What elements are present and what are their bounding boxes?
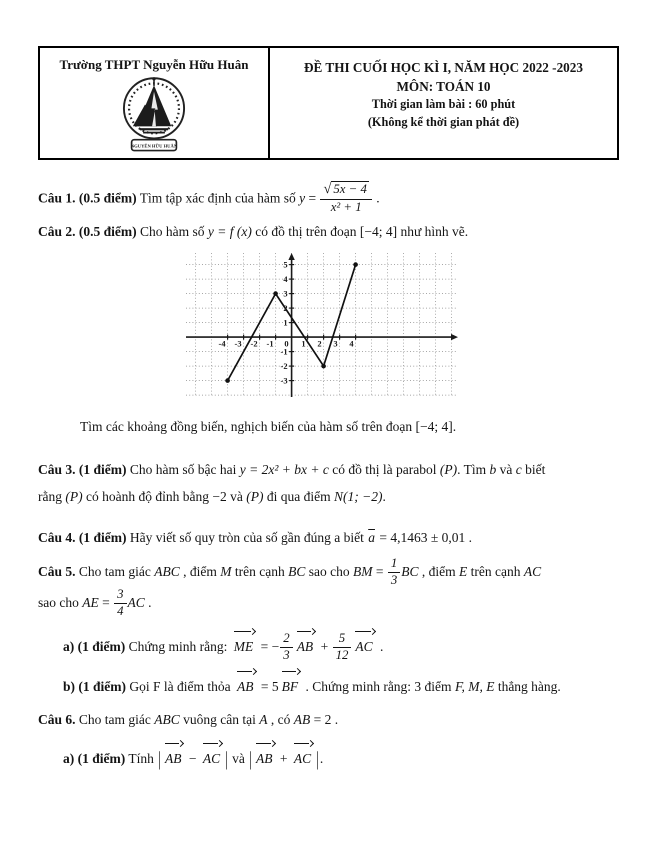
text-run: = — [372, 564, 387, 580]
question-4 — [38, 524, 619, 551]
fraction-denominator: 4 — [117, 603, 124, 618]
fraction — [333, 632, 352, 663]
radicand: 5x − 4 — [333, 182, 367, 196]
text-run: BC — [288, 564, 306, 580]
question-2-task — [38, 413, 619, 440]
text-run: rằng — [38, 489, 66, 505]
exam-duration-note: (Không kể thời gian phát đề) — [367, 115, 520, 130]
text-run: y = f (x) — [207, 224, 252, 240]
text-run: . — [144, 594, 152, 610]
text-run: = 4,1463 ± 0,01 — [375, 530, 466, 546]
school-logo-icon — [122, 75, 186, 157]
text-run: M — [220, 564, 232, 580]
text-run: + — [276, 750, 291, 766]
text-run: Câu 4. (1 điểm) — [38, 530, 127, 546]
text-run: . — [372, 190, 380, 206]
header-title-cell — [270, 48, 617, 158]
fraction-denominator: 3 — [390, 573, 398, 588]
y-tick-label: 4 — [283, 274, 288, 285]
text-run: . — [452, 419, 457, 435]
vector: AC — [202, 743, 222, 772]
school-logo — [40, 75, 268, 161]
text-run: Hãy viết số quy tròn của số gần đúng a biết — [126, 530, 368, 546]
y-tick-label: 1 — [283, 317, 288, 328]
text-run: = — [98, 594, 114, 610]
text-run: có hoành độ đỉnh bằng −2 và — [82, 489, 247, 505]
vector: AB — [236, 671, 256, 700]
text-run: trên cạnh — [231, 564, 289, 580]
x-tick-label: -4 — [218, 338, 226, 349]
text-run: y — [299, 190, 306, 206]
text-run: a) (1 điểm) — [63, 638, 126, 654]
text-run: a) (1 điểm) — [63, 750, 126, 766]
fraction — [320, 182, 371, 214]
text-run: Cho hàm số bậc hai — [126, 462, 240, 478]
abs-bar: | — [249, 747, 252, 769]
question-6a — [38, 743, 619, 772]
seal-base-bar1 — [140, 128, 168, 130]
text-run: có đồ thị trên đoạn — [251, 224, 360, 240]
x-tick-label: 4 — [349, 338, 354, 349]
text-run: ABC — [154, 711, 180, 727]
text-run: = 2 . — [310, 711, 339, 727]
text-run: = — [305, 190, 320, 206]
fraction-denominator: x² + 1 — [330, 199, 362, 214]
text-run: , có — [267, 711, 294, 727]
text-run: Tìm tập xác định của hàm số — [136, 190, 300, 206]
vector: AB — [296, 631, 316, 660]
text-run: b) (1 điểm) — [63, 678, 126, 694]
school-name: Trường THPT Nguyễn Hữu Huân — [59, 57, 249, 72]
question-1 — [38, 182, 619, 214]
text-run: , điểm — [418, 564, 460, 580]
radical-sign: √ — [323, 181, 332, 197]
text-run: AE — [82, 594, 99, 610]
fraction — [280, 632, 292, 663]
curve-vertex-point — [225, 379, 230, 384]
exam-title: ĐỀ THI CUỐI HỌC KÌ I, NĂM HỌC 2022 -2023 — [304, 60, 583, 75]
text-run: [−4; 4] — [415, 419, 453, 435]
y-tick-label: 3 — [283, 288, 288, 299]
text-run: Cho tam giác — [75, 564, 155, 580]
exam-duration: Thời gian làm bài : 60 phút — [371, 97, 516, 112]
text-run: − — [185, 750, 200, 766]
fraction-numerator — [320, 182, 371, 200]
vector: AB — [164, 743, 184, 772]
text-run: c — [515, 462, 522, 478]
text-run: Chứng minh rằng: — [125, 638, 231, 654]
question-3-line1 — [38, 456, 619, 483]
text-run: (P) — [65, 489, 83, 505]
abs-bar: | — [225, 747, 228, 769]
question-5b — [38, 671, 619, 700]
vector: BF — [281, 671, 301, 700]
fraction — [388, 557, 400, 588]
text-run: . — [319, 750, 324, 766]
text-run: biết — [521, 462, 546, 478]
text-run: y = 2x² + bx + c — [239, 462, 329, 478]
y-tick-label: 2 — [283, 303, 288, 314]
question-3-line2 — [38, 483, 619, 510]
fraction-numerator: 1 — [388, 557, 400, 573]
text-run: E — [459, 564, 468, 580]
header-school-cell — [40, 48, 270, 158]
fraction-denominator: 3 — [283, 647, 290, 662]
x-tick-label: 2 — [317, 338, 322, 349]
text-run: sao cho — [38, 594, 83, 610]
text-run: b — [489, 462, 497, 478]
text-run: Gọi F là điểm thỏa — [126, 678, 234, 694]
text-run: (P) — [246, 489, 264, 505]
x-tick-label: -3 — [234, 338, 242, 349]
y-tick-label: 5 — [283, 259, 288, 270]
text-run: Câu 6. — [38, 711, 76, 727]
text-run: BC — [401, 564, 419, 580]
text-run: và — [496, 462, 516, 478]
vector: ME — [233, 631, 256, 660]
text-run: . Tìm — [457, 462, 490, 478]
origin-label: 0 — [284, 338, 289, 349]
text-run: vuông cân tại — [179, 711, 260, 727]
curve-vertex-point — [273, 292, 278, 297]
text-run: Câu 2. (0.5 điểm) — [38, 224, 137, 240]
exam-header-table — [38, 46, 619, 160]
text-run: BM — [353, 564, 373, 580]
function-graph-container — [186, 253, 619, 401]
text-run: Cho hàm số — [136, 224, 208, 240]
text-run: Tính — [125, 750, 158, 766]
fraction-numerator: 2 — [280, 632, 292, 648]
sqrt-expression — [323, 182, 368, 196]
text-run: đi qua điểm — [263, 489, 334, 505]
seal-banner-text: NGUYỄN HỮU HUÂN — [130, 143, 178, 149]
text-run: và — [228, 750, 249, 766]
text-run: = − — [257, 638, 280, 654]
x-tick-label: -1 — [266, 338, 274, 349]
overline-value: $\overline{a}$ — [368, 530, 375, 546]
x-tick-label: 1 — [301, 338, 306, 349]
exam-subject: MÔN: TOÁN 10 — [396, 79, 491, 95]
function-graph — [186, 253, 458, 397]
text-run: sao cho — [305, 564, 353, 580]
text-run: F, M, E — [454, 678, 495, 694]
y-tick-label: -2 — [280, 361, 288, 372]
text-run: Cho tam giác — [75, 711, 155, 727]
vector: AB — [255, 743, 275, 772]
text-run: có đồ thị là parabol — [328, 462, 440, 478]
text-run: AC — [127, 594, 145, 610]
abs-bar: | — [158, 747, 161, 769]
x-tick-label: 3 — [333, 338, 338, 349]
text-run: . — [382, 489, 386, 505]
text-run: . — [376, 638, 384, 654]
text-run: Câu 1. (0.5 điểm) — [38, 190, 137, 206]
question-2 — [38, 218, 619, 245]
curve-vertex-point — [353, 263, 358, 268]
text-run: (1 điểm) — [75, 462, 127, 478]
question-5-line2 — [38, 588, 619, 619]
text-run: (P) — [439, 462, 458, 478]
fraction — [114, 588, 126, 619]
text-run: A — [259, 711, 268, 727]
text-run: N(1; −2) — [333, 489, 383, 505]
text-run: AC — [523, 564, 542, 580]
axis-arrowhead — [451, 334, 458, 340]
text-run: . Chứng minh rằng: 3 điểm — [302, 678, 455, 694]
text-run: , điểm — [179, 564, 221, 580]
text-run: Tìm các khoảng đồng biến, nghịch biến của hàm số trên đoạn — [80, 419, 416, 435]
text-run: + — [317, 638, 332, 654]
question-6 — [38, 706, 619, 733]
axis-arrowhead — [288, 253, 294, 260]
abs-bar: | — [316, 747, 319, 769]
text-run: ABC — [154, 564, 180, 580]
text-run: thẳng hàng. — [494, 678, 561, 694]
seal-antenna-dot — [152, 77, 155, 80]
fraction-numerator: 3 — [114, 588, 126, 604]
text-run: Câu 5. — [38, 564, 76, 580]
y-tick-label: -3 — [280, 375, 288, 386]
question-5-line1 — [38, 557, 619, 588]
curve-vertex-point — [321, 364, 326, 369]
text-run: như hình vẽ. — [397, 224, 469, 240]
vector: AC — [293, 743, 313, 772]
text-run: . — [465, 530, 472, 546]
y-tick-label: -1 — [280, 346, 288, 357]
question-5a — [38, 631, 619, 663]
text-run: [−4; 4] — [359, 224, 398, 240]
text-run: AB — [293, 711, 311, 727]
text-run: = 5 — [257, 678, 279, 694]
seal-base-bar2 — [143, 132, 165, 134]
fraction-numerator: 5 — [333, 632, 352, 648]
fraction-denominator: 12 — [335, 647, 349, 662]
x-tick-label: -2 — [250, 338, 258, 349]
text-run: trên cạnh — [467, 564, 524, 580]
text-run: Câu 3. — [38, 462, 76, 478]
vector: AC — [354, 631, 374, 660]
